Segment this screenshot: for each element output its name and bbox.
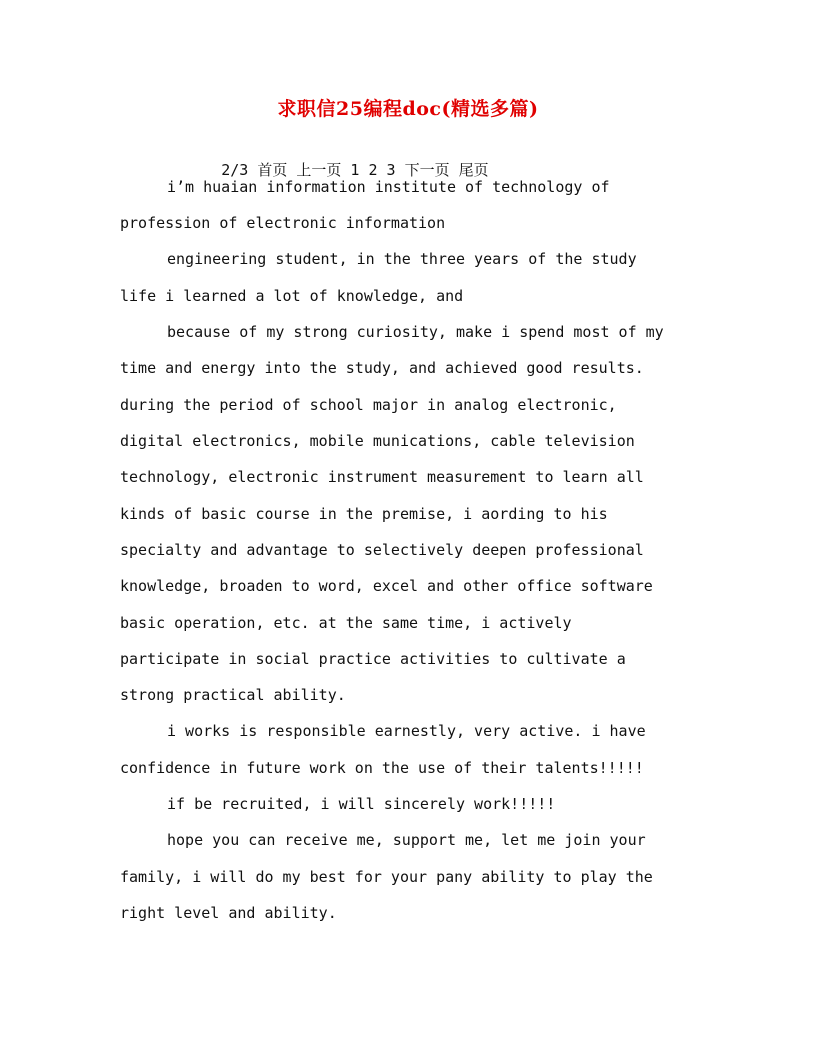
page-link-2[interactable]: 2 bbox=[368, 161, 378, 179]
last-page-link[interactable]: 尾页 bbox=[458, 161, 489, 179]
text-line: knowledge, broaden to word, excel and other office software bbox=[120, 577, 653, 595]
text-line: i works is responsible earnestly, very active. i have bbox=[167, 722, 646, 740]
document-title: 求职信25编程doc(精选多篇) bbox=[277, 98, 539, 120]
page-link-1[interactable]: 1 bbox=[350, 161, 360, 179]
text-line: right level and ability. bbox=[120, 904, 337, 922]
text-line: during the period of school major in analog electronic, bbox=[120, 396, 617, 414]
text-line: time and energy into the study, and achieved good results. bbox=[120, 359, 644, 377]
text-line: kinds of basic course in the premise, i aording to his bbox=[120, 505, 608, 523]
page-info: 2/3 bbox=[221, 161, 249, 179]
first-page-link[interactable]: 首页 bbox=[257, 161, 288, 179]
text-line: engineering student, in the three years of the study bbox=[167, 250, 637, 268]
text-line: participate in social practice activities to cultivate a bbox=[120, 650, 626, 668]
text-line: digital electronics, mobile munications, cable television bbox=[120, 432, 635, 450]
text-line: specialty and advantage to selectively deepen professional bbox=[120, 541, 644, 559]
text-line: family, i will do my best for your pany ability to play the bbox=[120, 868, 653, 886]
text-line: basic operation, etc. at the same time, i actively bbox=[120, 614, 572, 632]
text-line: technology, electronic instrument measurement to learn all bbox=[120, 468, 644, 486]
text-line: because of my strong curiosity, make i spend most of my bbox=[167, 323, 664, 341]
text-line: confidence in future work on the use of their talents!!!!! bbox=[120, 759, 644, 777]
text-line: i’m huaian information institute of technology of bbox=[167, 178, 610, 196]
page-link-3[interactable]: 3 bbox=[386, 161, 396, 179]
text-line: strong practical ability. bbox=[120, 686, 346, 704]
text-line: hope you can receive me, support me, let me join your bbox=[167, 831, 646, 849]
text-line: life i learned a lot of knowledge, and bbox=[120, 287, 464, 305]
pagination-bar bbox=[167, 140, 489, 179]
text-line: if be recruited, i will sincerely work!!!!! bbox=[167, 795, 556, 813]
text-line: profession of electronic information bbox=[120, 214, 446, 232]
next-page-link[interactable]: 下一页 bbox=[404, 161, 450, 179]
prev-page-link[interactable]: 上一页 bbox=[296, 161, 342, 179]
